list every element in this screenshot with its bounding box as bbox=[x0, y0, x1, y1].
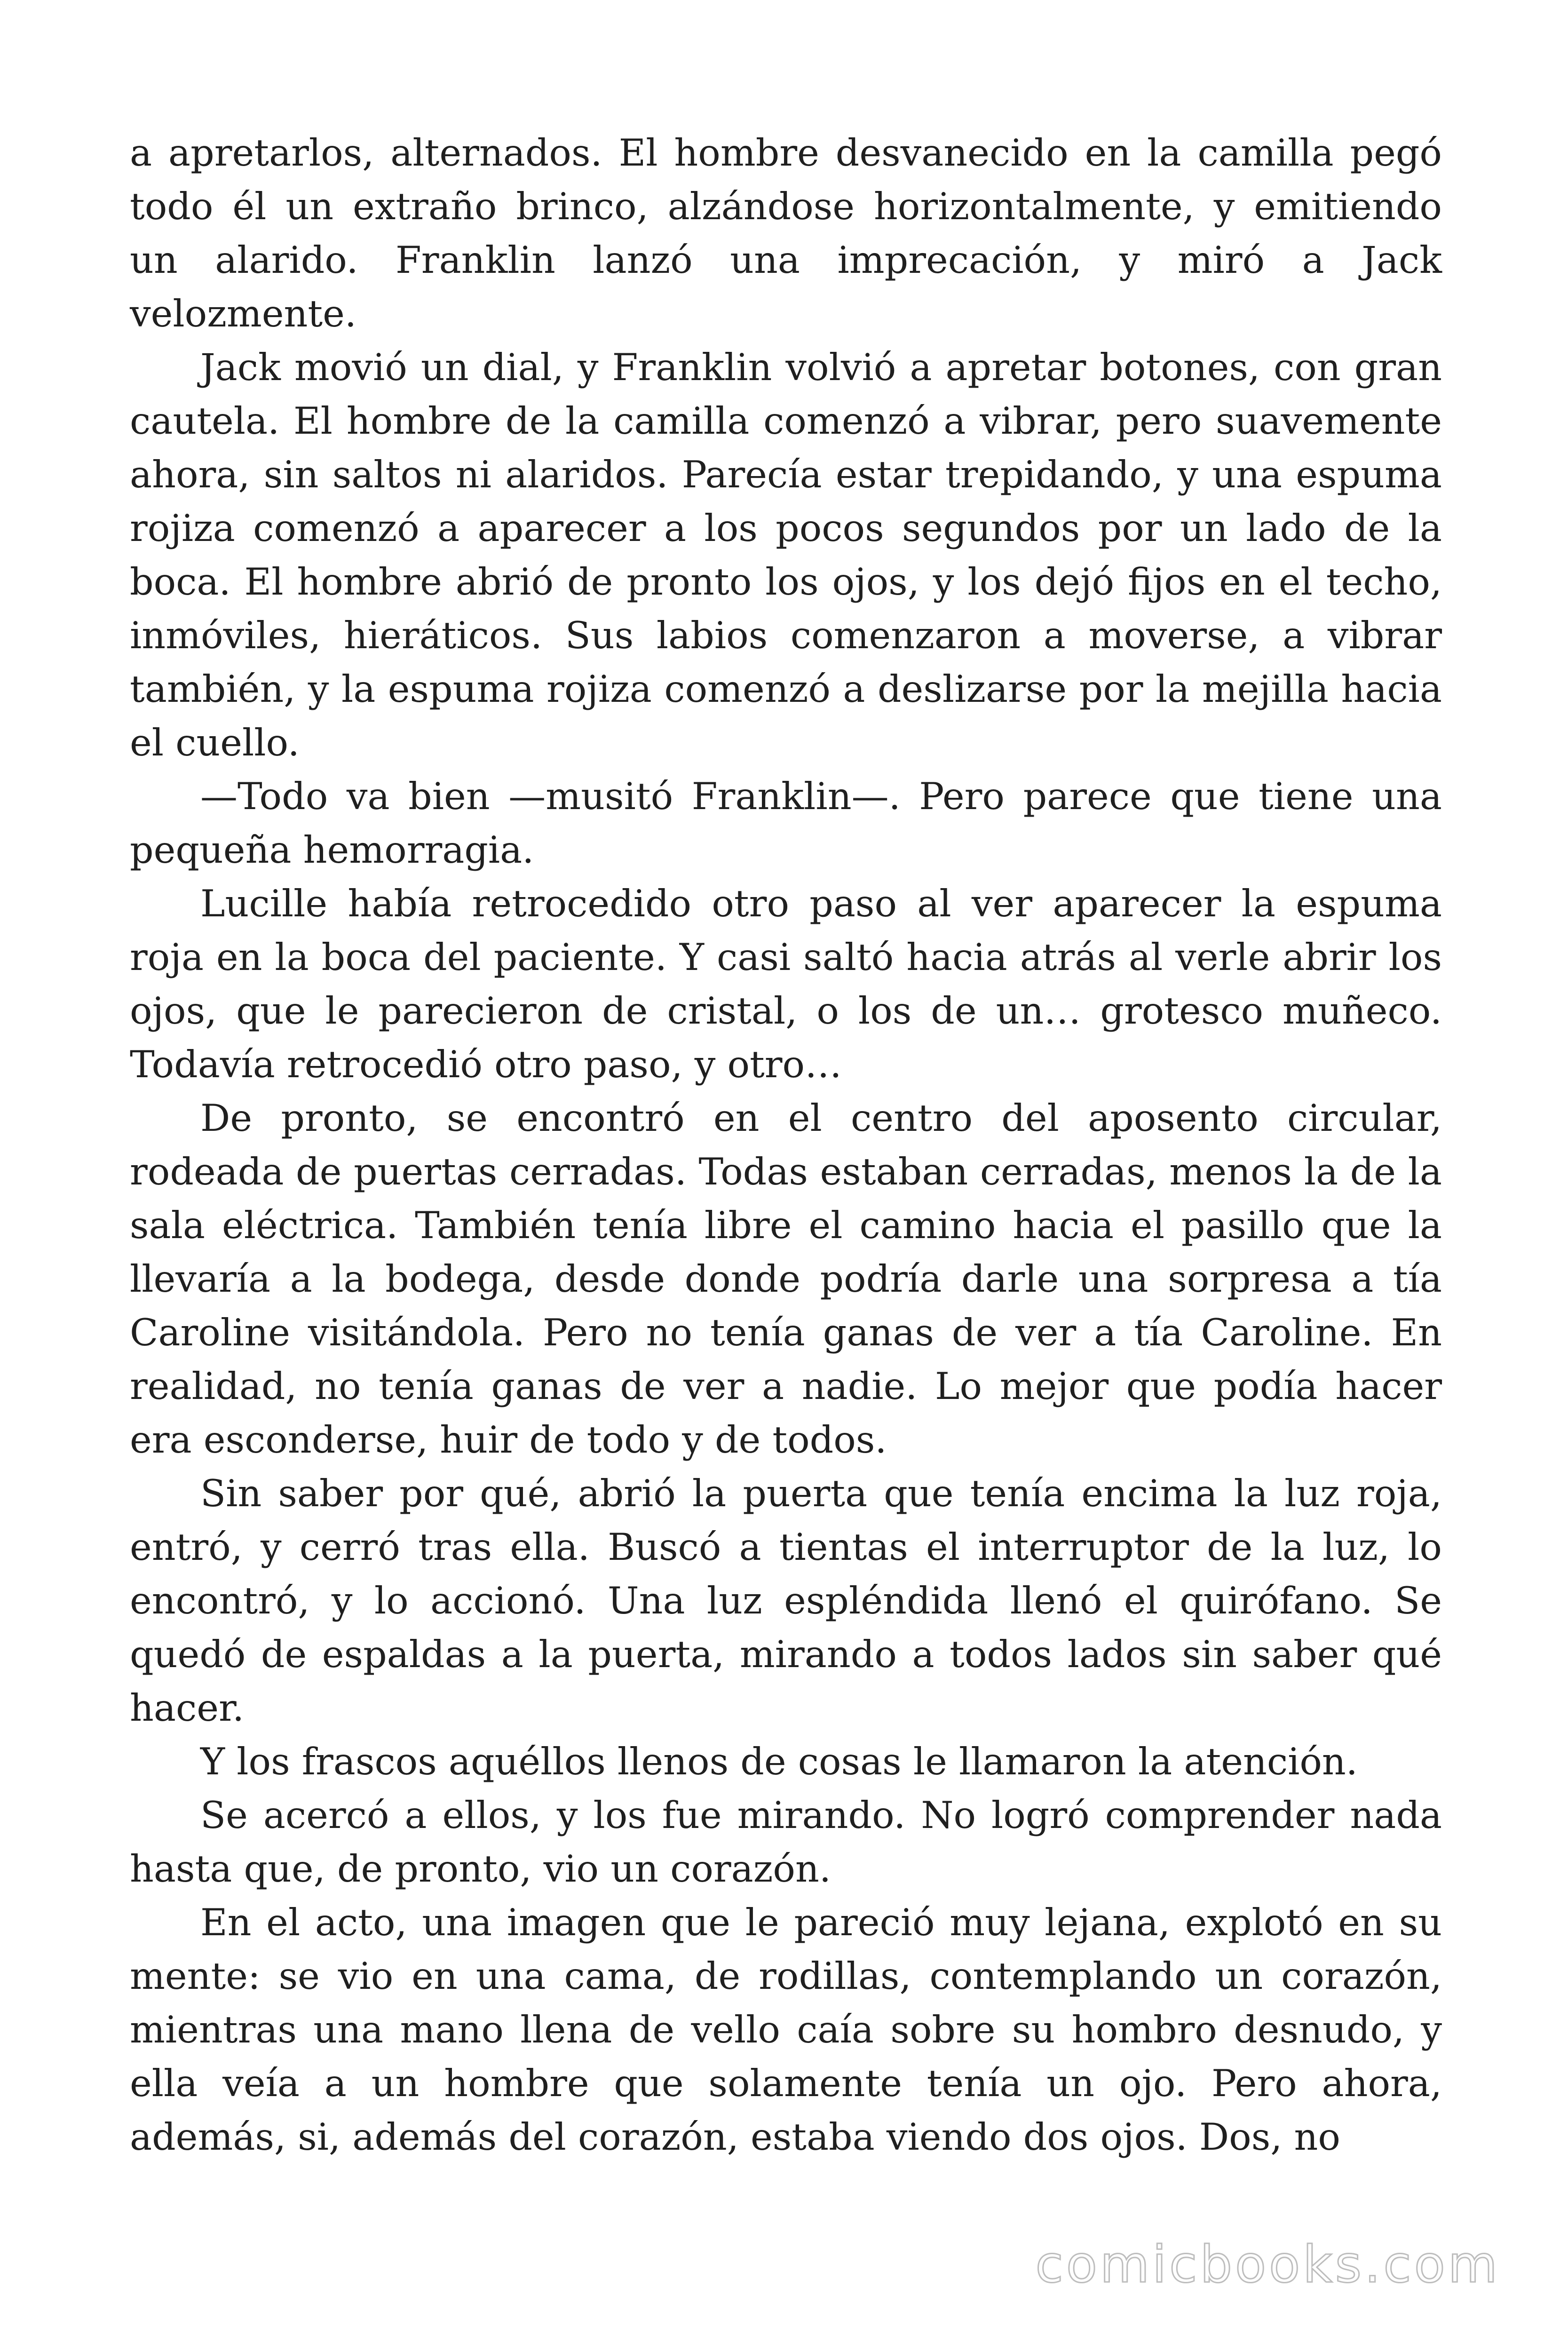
body-text bbox=[130, 126, 1442, 2164]
paragraph-3: —Todo va bien —musitó Franklin—. Pero parece que tiene una pequeña hemorragia. bbox=[130, 775, 1442, 872]
paragraph-1: a apretarlos, alternados. El hombre desvanecido en la camilla pegó todo él un extraño brinco, alzándose horizontalmente, y emitiendo un alarido. Franklin lanzó una imprecación, y miró a Jack velozmente. bbox=[130, 131, 1442, 335]
paragraph-6: Sin saber por qué, abrió la puerta que tenía encima la luz roja, entró, y cerró tras ella. Buscó a tientas el interruptor de la luz, lo encontró, y lo accionó. Una luz espléndida llenó el quirófano. Se quedó de espaldas a la puerta, mirando a todos lados sin saber qué hacer. bbox=[130, 1472, 1442, 1730]
watermark: comicbooks.com bbox=[1035, 2235, 1500, 2294]
paragraph-4: Lucille había retrocedido otro paso al ver aparecer la espuma roja en la boca del paciente. Y casi saltó hacia atrás al verle abrir los ojos, que le parecieron de cristal, o los de un… grotesco muñeco. Todavía retrocedió otro paso, y otro… bbox=[130, 882, 1442, 1086]
paragraph-9: En el acto, una imagen que le pareció muy lejana, explotó en su mente: se vio en una cama, de rodillas, contemplando un corazón, mientras una mano llena de vello caía sobre su hombro desnudo, y ella veía a un hombre que solamente tenía un ojo. Pero ahora, además, si, además del corazón, estaba viendo dos ojos. Dos, no bbox=[130, 1901, 1442, 2159]
paragraph-8: Se acercó a ellos, y los fue mirando. No logró comprender nada hasta que, de pronto, vio un corazón. bbox=[130, 1794, 1442, 1891]
paragraph-2: Jack movió un dial, y Franklin volvió a apretar botones, con gran cautela. El hombre de la camilla comenzó a vibrar, pero suavemente ahora, sin saltos ni alaridos. Parecía estar trepidando, y una espuma rojiza comenzó a aparecer a los pocos segundos por un lado de la boca. El hombre abrió de pronto los ojos, y los dejó fijos en el techo, inmóviles, hieráticos. Sus labios comenzaron a moverse, a vibrar también, y la espuma rojiza comenzó a deslizarse por la mejilla hacia el cuello. bbox=[130, 346, 1442, 764]
paragraph-5: De pronto, se encontró en el centro del aposento circular, rodeada de puertas cerradas. Todas estaban cerradas, menos la de la sala eléctrica. También tenía libre el camino hacia el pasillo que la llevaría a la bodega, desde donde podría darle una sorpresa a tía Caroline visitándola. Pero no tenía ganas de ver a tía Caroline. En realidad, no tenía ganas de ver a nadie. Lo mejor que podía hacer era esconderse, huir de todo y de todos. bbox=[130, 1097, 1442, 1462]
paragraph-7: Y los frascos aquéllos llenos de cosas le llamaron la atención. bbox=[200, 1740, 1358, 1783]
